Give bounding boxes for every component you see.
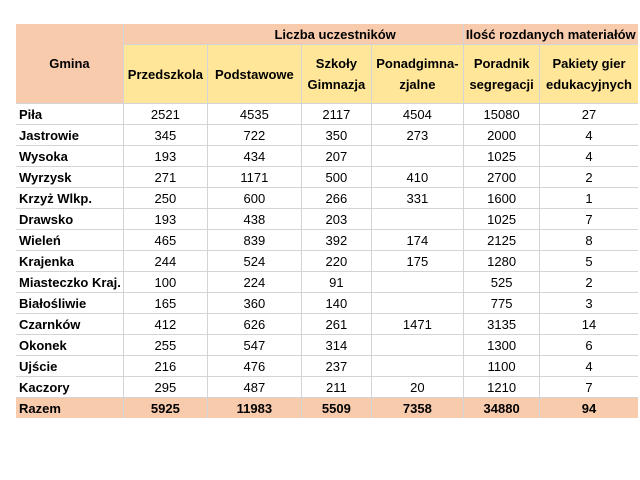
value-cell: 140 — [301, 293, 371, 314]
value-cell: 412 — [123, 314, 207, 335]
value-cell: 839 — [207, 230, 301, 251]
value-cell: 271 — [123, 167, 207, 188]
value-cell: 211 — [301, 377, 371, 398]
value-cell — [371, 293, 463, 314]
value-cell: 255 — [123, 335, 207, 356]
value-cell: 2 — [540, 167, 638, 188]
value-cell: 626 — [207, 314, 301, 335]
gmina-name-cell: Krajenka — [16, 251, 123, 272]
value-cell — [371, 272, 463, 293]
col-header-podstawowe: Podstawowe — [207, 45, 301, 104]
value-cell: 1471 — [371, 314, 463, 335]
gmina-name-cell: Wyrzysk — [16, 167, 123, 188]
value-cell: 2700 — [463, 167, 540, 188]
table-row — [16, 209, 638, 230]
value-cell: 250 — [123, 188, 207, 209]
value-cell: 20 — [371, 377, 463, 398]
total-row — [16, 398, 638, 419]
gmina-name-cell: Piła — [16, 104, 123, 125]
value-cell: 165 — [123, 293, 207, 314]
total-value-cell: 34880 — [463, 398, 540, 419]
value-cell: 1025 — [463, 146, 540, 167]
value-cell: 5 — [540, 251, 638, 272]
table-row — [16, 356, 638, 377]
value-cell: 2000 — [463, 125, 540, 146]
value-cell: 4504 — [371, 104, 463, 125]
value-cell: 547 — [207, 335, 301, 356]
table-row — [16, 230, 638, 251]
col-header-gimnazja: Szkoły Gimnazja — [301, 45, 371, 104]
total-value-cell: 94 — [540, 398, 638, 419]
value-cell: 15080 — [463, 104, 540, 125]
value-cell: 224 — [207, 272, 301, 293]
table-row — [16, 293, 638, 314]
table-row — [16, 146, 638, 167]
value-cell: 3135 — [463, 314, 540, 335]
value-cell: 1600 — [463, 188, 540, 209]
value-cell: 434 — [207, 146, 301, 167]
value-cell: 193 — [123, 209, 207, 230]
value-cell: 207 — [301, 146, 371, 167]
value-cell: 266 — [301, 188, 371, 209]
gmina-name-cell: Wieleń — [16, 230, 123, 251]
value-cell: 8 — [540, 230, 638, 251]
value-cell: 4 — [540, 125, 638, 146]
value-cell: 600 — [207, 188, 301, 209]
gmina-name-cell: Czarnków — [16, 314, 123, 335]
value-cell: 3 — [540, 293, 638, 314]
value-cell: 4 — [540, 356, 638, 377]
group-header-row — [16, 24, 638, 45]
value-cell: 100 — [123, 272, 207, 293]
table-row — [16, 335, 638, 356]
value-cell: 2125 — [463, 230, 540, 251]
value-cell — [371, 335, 463, 356]
participants-table — [16, 24, 638, 418]
value-cell: 4535 — [207, 104, 301, 125]
gmina-header: Gmina — [16, 24, 123, 104]
gmina-name-cell: Miasteczko Kraj. — [16, 272, 123, 293]
value-cell: 360 — [207, 293, 301, 314]
col-header-poradnik: Poradnik segregacji — [463, 45, 540, 104]
table-row — [16, 104, 638, 125]
value-cell: 392 — [301, 230, 371, 251]
value-cell: 261 — [301, 314, 371, 335]
value-cell — [371, 146, 463, 167]
value-cell: 1025 — [463, 209, 540, 230]
value-cell: 331 — [371, 188, 463, 209]
value-cell: 273 — [371, 125, 463, 146]
table-row — [16, 377, 638, 398]
value-cell: 314 — [301, 335, 371, 356]
value-cell: 220 — [301, 251, 371, 272]
table-row — [16, 125, 638, 146]
value-cell: 438 — [207, 209, 301, 230]
value-cell: 2117 — [301, 104, 371, 125]
gmina-name-cell: Krzyż Wlkp. — [16, 188, 123, 209]
value-cell: 1171 — [207, 167, 301, 188]
value-cell: 203 — [301, 209, 371, 230]
gmina-name-cell: Kaczory — [16, 377, 123, 398]
value-cell: 1100 — [463, 356, 540, 377]
value-cell: 216 — [123, 356, 207, 377]
value-cell: 524 — [207, 251, 301, 272]
value-cell: 465 — [123, 230, 207, 251]
value-cell: 27 — [540, 104, 638, 125]
value-cell: 237 — [301, 356, 371, 377]
total-value-cell: 11983 — [207, 398, 301, 419]
value-cell: 1280 — [463, 251, 540, 272]
value-cell: 410 — [371, 167, 463, 188]
table-row — [16, 188, 638, 209]
total-value-cell: 7358 — [371, 398, 463, 419]
value-cell — [371, 209, 463, 230]
value-cell: 6 — [540, 335, 638, 356]
total-value-cell: 5925 — [123, 398, 207, 419]
value-cell: 7 — [540, 209, 638, 230]
col-header-przedszkola: Przedszkola — [123, 45, 207, 104]
gmina-name-cell: Okonek — [16, 335, 123, 356]
value-cell: 500 — [301, 167, 371, 188]
table-row — [16, 167, 638, 188]
value-cell: 91 — [301, 272, 371, 293]
value-cell: 722 — [207, 125, 301, 146]
gmina-name-cell: Wysoka — [16, 146, 123, 167]
participants-group-header: Liczba uczestników — [207, 24, 463, 45]
gmina-name-cell: Drawsko — [16, 209, 123, 230]
value-cell: 345 — [123, 125, 207, 146]
value-cell: 775 — [463, 293, 540, 314]
value-cell: 476 — [207, 356, 301, 377]
value-cell: 175 — [371, 251, 463, 272]
total-value-cell: 5509 — [301, 398, 371, 419]
gmina-name-cell: Białośliwie — [16, 293, 123, 314]
table-row — [16, 251, 638, 272]
gmina-name-cell: Jastrowie — [16, 125, 123, 146]
data-table-container — [16, 24, 638, 418]
gmina-name-cell: Ujście — [16, 356, 123, 377]
value-cell: 2521 — [123, 104, 207, 125]
value-cell: 350 — [301, 125, 371, 146]
value-cell: 7 — [540, 377, 638, 398]
value-cell: 487 — [207, 377, 301, 398]
value-cell: 525 — [463, 272, 540, 293]
value-cell: 174 — [371, 230, 463, 251]
value-cell: 4 — [540, 146, 638, 167]
value-cell — [371, 356, 463, 377]
value-cell: 2 — [540, 272, 638, 293]
value-cell: 193 — [123, 146, 207, 167]
total-label: Razem — [16, 398, 123, 419]
value-cell: 295 — [123, 377, 207, 398]
col-header-ponadgimnazjalne: Ponadgimna- zjalne — [371, 45, 463, 104]
materials-group-header: Ilość rozdanych materiałów — [463, 24, 637, 45]
value-cell: 244 — [123, 251, 207, 272]
value-cell: 1300 — [463, 335, 540, 356]
value-cell: 1210 — [463, 377, 540, 398]
value-cell: 1 — [540, 188, 638, 209]
value-cell: 14 — [540, 314, 638, 335]
table-row — [16, 314, 638, 335]
table-body — [16, 104, 638, 419]
table-row — [16, 272, 638, 293]
col-header-pakiety: Pakiety gier edukacyjnych — [540, 45, 638, 104]
